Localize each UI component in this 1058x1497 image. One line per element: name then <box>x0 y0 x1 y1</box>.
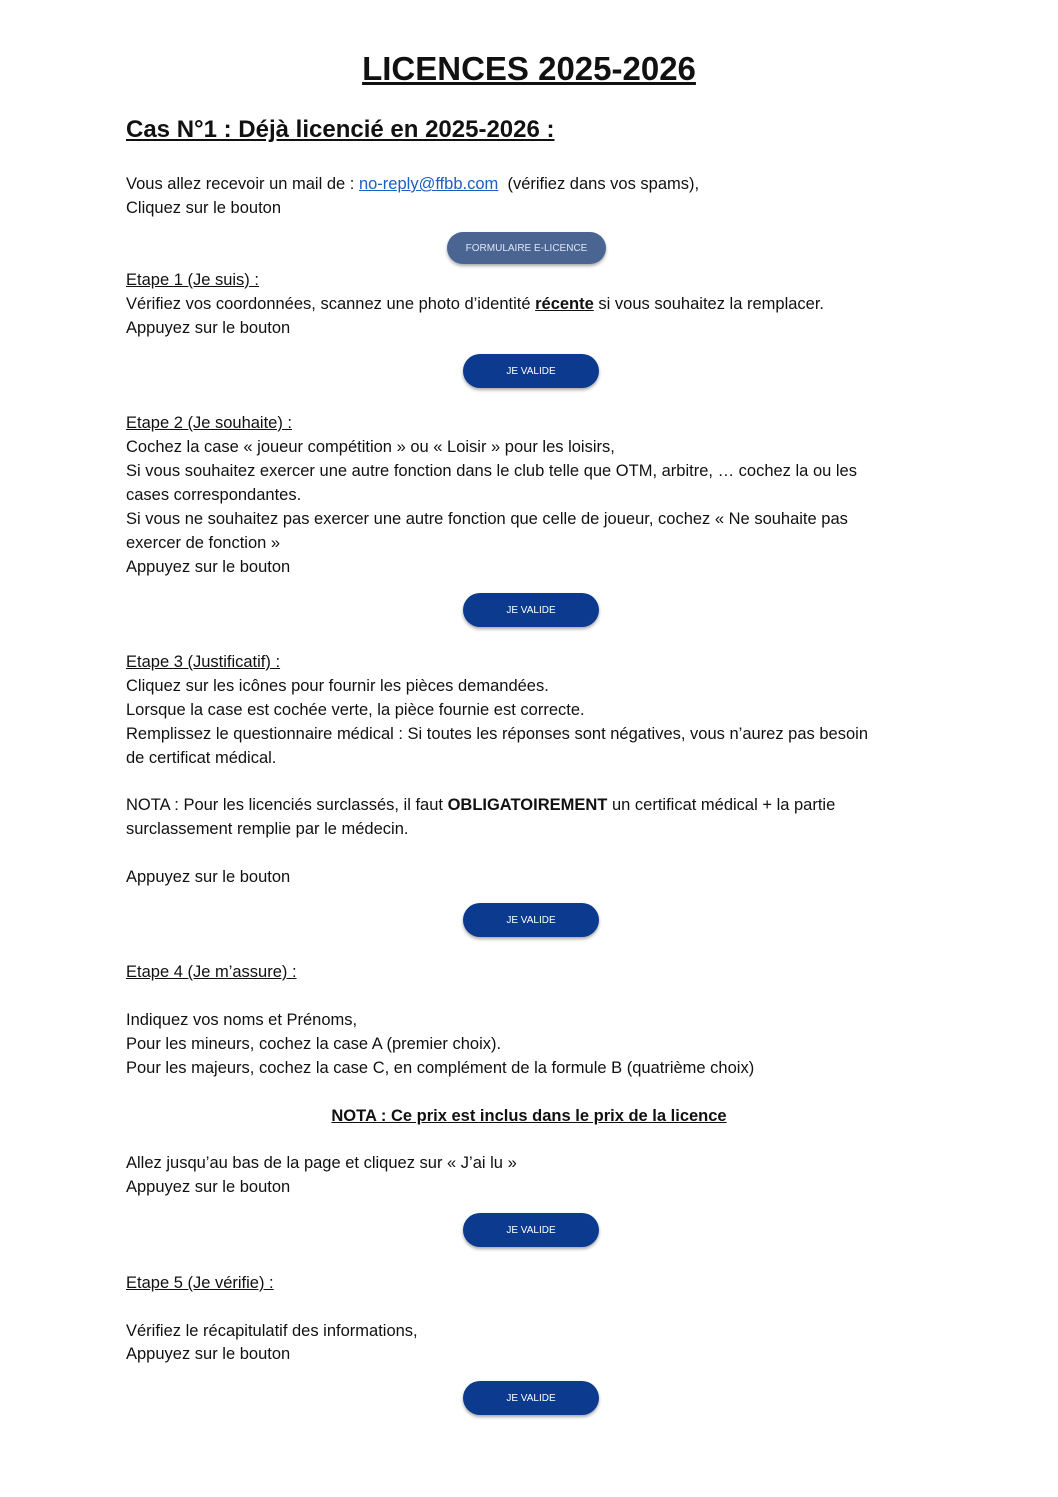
step3-line: Cliquez sur les icônes pour fournir les pièces demandées. <box>126 677 549 695</box>
intro-text: Vous allez recevoir un mail de : <box>126 175 359 193</box>
formulaire-e-licence-button[interactable]: FORMULAIRE E-LICENCE <box>447 232 606 264</box>
section-heading: Cas N°1 : Déjà licencié en 2025-2026 : <box>126 116 555 143</box>
step5-title: Etape 5 (Je vérifie) : <box>126 1274 274 1292</box>
step1-press: Appuyez sur le bouton <box>126 319 291 337</box>
je-valide-button-5[interactable]: JE VALIDE <box>463 1381 599 1415</box>
je-valide-button-3[interactable]: JE VALIDE <box>463 903 599 937</box>
step3-line: de certificat médical. <box>126 749 277 767</box>
step1-emphasis: récente <box>535 295 594 313</box>
je-valide-button-4[interactable]: JE VALIDE <box>463 1213 599 1247</box>
intro-text-2: (vérifiez dans vos spams), <box>498 175 700 193</box>
nota-text-2: un certificat médical + la partie <box>607 796 836 814</box>
nota-emphasis: OBLIGATOIREMENT <box>447 796 608 814</box>
step4-nota: NOTA : Ce prix est inclus dans le prix de la licence <box>331 1107 727 1125</box>
step3-line: Lorsque la case est cochée verte, la pièce fournie est correcte. <box>126 701 585 719</box>
step2-line: Appuyez sur le bouton <box>126 558 291 576</box>
page-title: LICENCES 2025-2026 <box>362 50 696 87</box>
step3-nota-2: surclassement remplie par le médecin. <box>126 820 409 838</box>
step2-line: Cochez la case « joueur compétition » ou « Loisir » pour les loisirs, <box>126 438 615 456</box>
step4-press: Appuyez sur le bouton <box>126 1178 291 1196</box>
step2-line: exercer de fonction » <box>126 534 281 552</box>
step4-line: Allez jusqu’au bas de la page et cliquez sur « J’ai lu » <box>126 1154 517 1172</box>
step5-press: Appuyez sur le bouton <box>126 1345 291 1363</box>
step1-title: Etape 1 (Je suis) : <box>126 271 259 289</box>
step5-line: Vérifiez le récapitulatif des informations, <box>126 1322 418 1340</box>
intro-line <box>126 172 699 196</box>
step2-line: cases correspondantes. <box>126 486 302 504</box>
step1-text: Vérifiez vos coordonnées, scannez une photo d’identité <box>126 295 536 313</box>
je-valide-button-1[interactable]: JE VALIDE <box>463 354 599 388</box>
step2-line: Si vous souhaitez exercer une autre fonction dans le club telle que OTM, arbitre, … cochez la ou les <box>126 462 857 480</box>
step4-line: Indiquez vos noms et Prénoms, <box>126 1011 358 1029</box>
step3-title: Etape 3 (Justificatif) : <box>126 653 281 671</box>
je-valide-button-2[interactable]: JE VALIDE <box>463 593 599 627</box>
nota-text: NOTA : Pour les licenciés surclassés, il faut <box>126 796 448 814</box>
step4-title: Etape 4 (Je m’assure) : <box>126 963 297 981</box>
step3-line: Remplissez le questionnaire médical : Si toutes les réponses sont négatives, vous n’aurez pas besoin <box>126 725 868 743</box>
email-link[interactable]: no-reply@ffbb.com <box>358 175 499 193</box>
step1-line <box>126 292 824 316</box>
step4-line: Pour les mineurs, cochez la case A (premier choix). <box>126 1035 502 1053</box>
step3-nota <box>126 793 835 817</box>
step3-press: Appuyez sur le bouton <box>126 868 291 886</box>
step1-text-2: si vous souhaitez la remplacer. <box>593 295 825 313</box>
step4-line: Pour les majeurs, cochez la case C, en complément de la formule B (quatrième choix) <box>126 1059 755 1077</box>
step2-title: Etape 2 (Je souhaite) : <box>126 414 293 432</box>
step2-line: Si vous ne souhaitez pas exercer une autre fonction que celle de joueur, cochez « Ne souhaite pas <box>126 510 848 528</box>
intro-line-2: Cliquez sur le bouton <box>126 199 282 217</box>
